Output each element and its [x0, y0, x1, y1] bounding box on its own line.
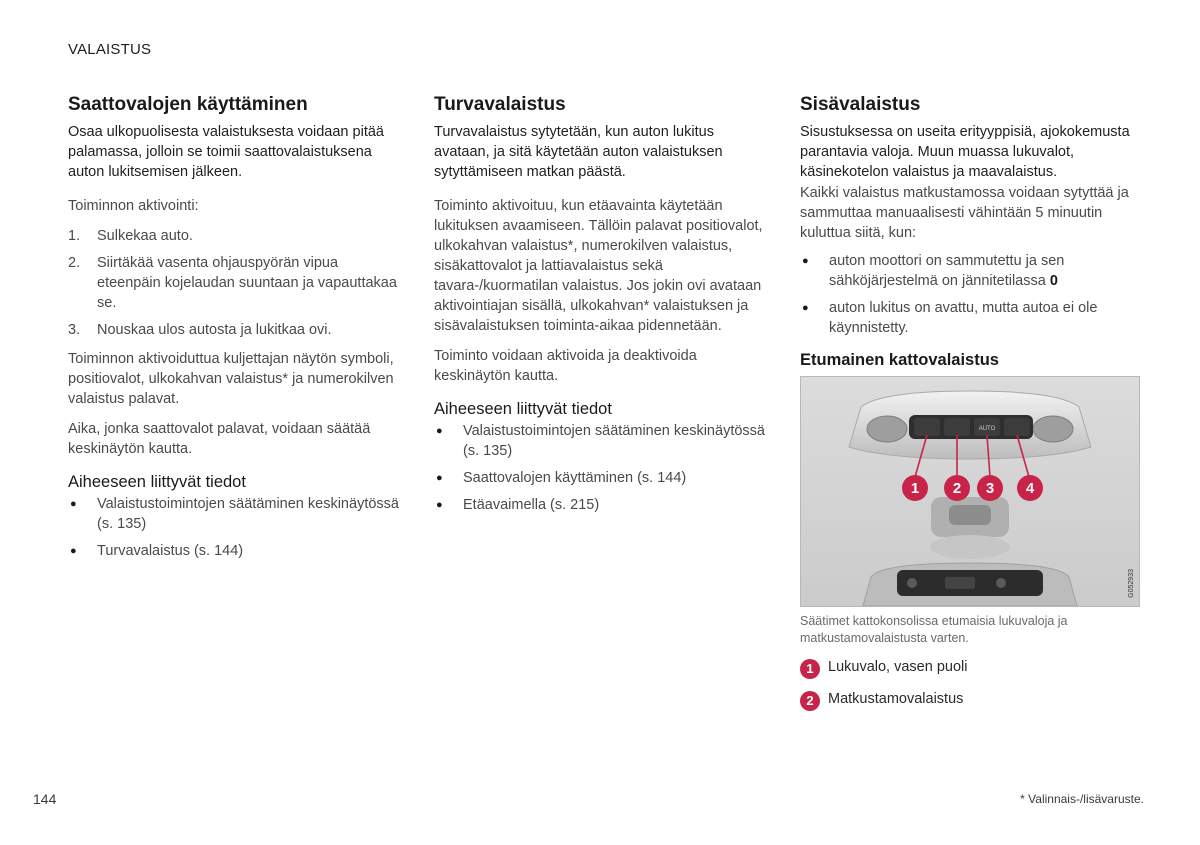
step-item: 3. Nouskaa ulos autosta ja lukitkaa ovi. — [68, 322, 332, 338]
body-text: Toiminnon aktivoiduttua kuljettajan näytön symboli, positiovalot, ulkokahvan valaistus* ja numerokilven valaistus palavat. — [68, 351, 394, 407]
related-link[interactable]: ● Valaistustoimintojen säätäminen keskinäytössä (s. 135) — [70, 496, 399, 532]
roof-console-illustration — [801, 377, 1139, 606]
condition-item: ● auton lukitus on avattu, mutta autoa ei ole käynnistetty. — [802, 300, 1098, 336]
page-number: 144 — [33, 791, 57, 807]
roof-console-image — [800, 376, 1140, 607]
condition-item: ● auton moottori on sammutettu ja sen sähköjärjestelmä on jännitetilassa 0 — [802, 253, 1065, 289]
legend-badge: 1 — [800, 659, 820, 679]
section-title: Sisävalaistus — [800, 94, 921, 115]
button-reading-light-right — [1004, 418, 1030, 436]
footnote: * Valinnais-/lisävaruste. — [1020, 792, 1144, 806]
svg-text:1: 1 — [910, 480, 920, 497]
step-item: 2. Siirtäkää vasenta ohjauspyörän vipua eteenpäin kojelaudan suuntaan ja vapauttakaa se. — [68, 255, 397, 311]
body-text: Toiminto aktivoituu, kun etäavainta käytetään lukituksen avaamiseen. Tällöin palavat positiovalot, ulkokahvan valaistus*, numerokilven valaistus, sisäkattovalot ja lattiavalaistus sekä tavara-/kuormatilan valaistus. Jos jokin ovi avataan aktivointiajan sisällä, ulkokahvan* valaistuksen ja sisävalaistuksen toiminta-aikaa pidennetään. — [434, 198, 763, 334]
body-text: Toiminto voidaan aktivoida ja deaktivoida keskinäytön kautta. — [434, 348, 697, 384]
related-list — [434, 421, 769, 515]
auto-label: AUTO — [978, 426, 996, 432]
svg-text:2: 2 — [952, 480, 962, 497]
button-reading-light-left — [914, 418, 940, 436]
steps-list — [68, 226, 403, 340]
figure-code: G052933 — [1128, 569, 1135, 598]
step-item: 1. Sulkekaa auto. — [68, 228, 193, 244]
svg-text:4: 4 — [1025, 480, 1035, 497]
condition-list — [800, 251, 1140, 338]
column-turvavalaistus — [434, 94, 769, 522]
legend-item: 2 Matkustamovalaistus — [800, 689, 1140, 711]
section-title: Turvavalaistus — [434, 94, 566, 115]
button-cabin-light — [944, 418, 970, 436]
related-link[interactable]: ● Etäavaimella (s. 215) — [436, 497, 600, 513]
related-link[interactable]: ● Saattovalojen käyttäminen (s. 144) — [436, 470, 687, 486]
body-text: Aika, jonka saattovalot palavat, voidaan säätää keskinäytön kautta. — [68, 421, 371, 457]
legend-item: 1 Lukuvalo, vasen puoli — [800, 657, 1140, 679]
section-title: Saattovalojen käyttäminen — [68, 94, 308, 115]
column-sisavalaistus — [800, 94, 1140, 711]
intro-text: Turvavalaistus sytytetään, kun auton lukitus avataan, ja sitä käytetään auton valaistuksen sytyttämiseen matkan päästä. — [434, 124, 723, 180]
related-list — [68, 494, 403, 561]
legend-badge: 2 — [800, 691, 820, 711]
intro-text: Osaa ulkopuolisesta valaistuksesta voidaan pitää palamassa, jolloin se toimii saattovalaistuksena auton lukitsemisen jälkeen. — [68, 124, 384, 180]
section-header: VALAISTUS — [68, 41, 152, 58]
figure-caption: Säätimet kattokonsolissa etumaisia lukuvaloja ja matkustamovalaistusta varten. — [800, 614, 1068, 645]
related-title: Aiheeseen liittyvät tiedot — [434, 400, 612, 418]
related-link[interactable]: ● Valaistustoimintojen säätäminen keskinäytössä (s. 135) — [436, 423, 765, 459]
related-title: Aiheeseen liittyvät tiedot — [68, 473, 246, 491]
intro-text: Sisustuksessa on useita erityyppisiä, ajokokemusta parantavia valoja. Muun muassa lukuvalot, käsinekotelon valaistus ja maavalaistus. — [800, 124, 1130, 180]
related-link[interactable]: ● Turvavalaistus (s. 144) — [70, 543, 244, 559]
activation-label: Toiminnon aktivointi: — [68, 198, 199, 214]
column-saattovalot — [68, 94, 403, 568]
subsection-title: Etumainen kattovalaistus — [800, 351, 999, 369]
svg-text:3: 3 — [985, 480, 995, 497]
body-text: Kaikki valaistus matkustamossa voidaan sytyttää ja sammuttaa manuaalisesti vähintään 5 minuutin kuluttua siitä, kun: — [800, 185, 1129, 241]
